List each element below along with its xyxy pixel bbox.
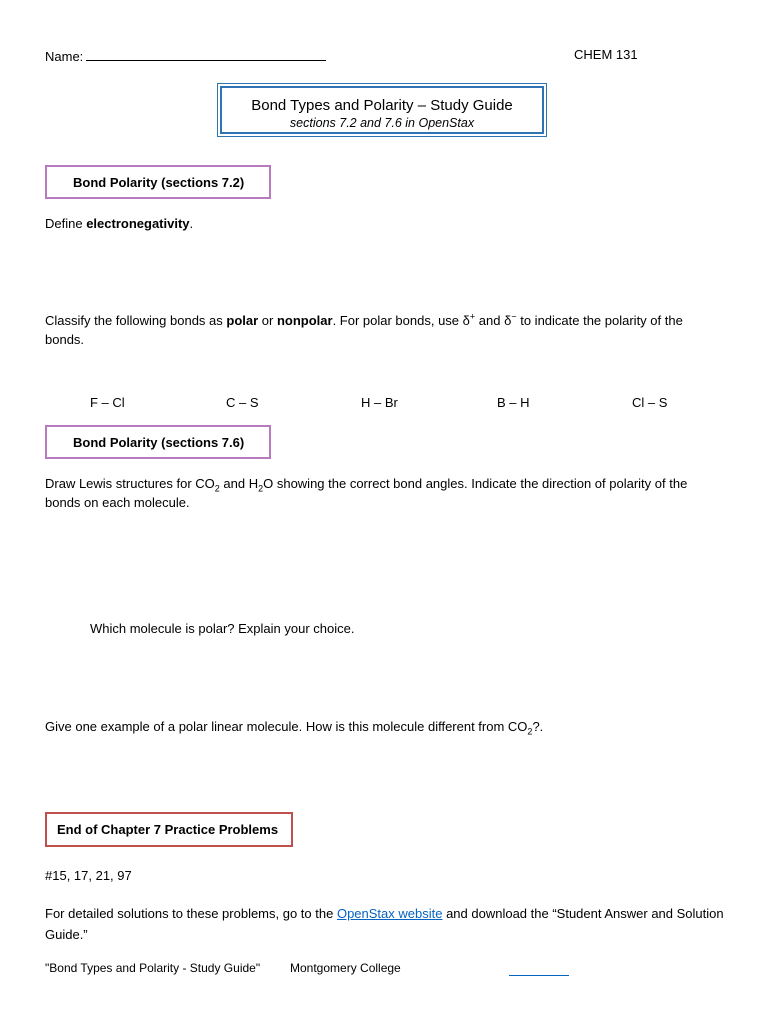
delta-plus: + (469, 311, 476, 322)
problem-list: #15, 17, 21, 97 (45, 868, 132, 883)
title-box (217, 83, 547, 137)
section-heading-label: Bond Polarity (sections 7.6) (73, 434, 245, 450)
bond-item: Cl – S (632, 395, 668, 410)
solutions-text-b: and download the “Student Answer and Solution Guide.” (45, 906, 724, 942)
section-heading-practice (45, 812, 293, 847)
classify-text-c: to indicate the polarity of the bonds. (45, 313, 683, 347)
delta-symbol: δ (504, 313, 512, 328)
openstax-link[interactable]: OpenStax website (336, 906, 443, 921)
classify-text-b: . For polar bonds, use (332, 313, 463, 328)
bond-item: F – Cl (90, 395, 125, 410)
title-inner-frame (220, 86, 544, 134)
define-term: electronegativity (86, 216, 190, 231)
section-heading-7-2 (45, 165, 271, 199)
section-heading-label: End of Chapter 7 Practice Problems (57, 822, 279, 837)
subscript-2: 2 (527, 726, 533, 737)
define-prefix: Define (45, 216, 87, 231)
delta-symbol: δ (462, 313, 470, 328)
delta-minus: − (511, 311, 517, 322)
solutions-paragraph (45, 903, 725, 945)
example-text-a: Give one example of a polar linear molecule. How is this molecule different from CO (45, 719, 528, 734)
name-blank-line (86, 47, 326, 61)
classify-and: and (475, 313, 505, 328)
lewis-text-b: and H (219, 476, 259, 491)
define-question (45, 214, 725, 233)
bond-item: H – Br (361, 395, 398, 410)
page-title: Bond Types and Polarity – Study Guide (251, 97, 513, 114)
lewis-question (45, 474, 725, 512)
classify-question (45, 311, 725, 349)
footer-link-underline (509, 963, 569, 976)
name-label: Name: (45, 49, 84, 64)
subscript-2: 2 (258, 483, 264, 494)
lewis-text-c: O showing the correct bond angles. Indicate the direction of polarity of the bonds on each molecule. (45, 476, 688, 510)
bond-item: C – S (226, 395, 259, 410)
solutions-text-a: For detailed solutions to these problems, go to the (45, 906, 337, 921)
subscript-2: 2 (214, 483, 220, 494)
footer-college: Montgomery College (290, 961, 401, 975)
classify-or: or (258, 313, 277, 328)
example-text-b: ?. (532, 719, 544, 734)
section-heading-7-6 (45, 425, 271, 459)
footer-doc-title: "Bond Types and Polarity - Study Guide" (45, 961, 261, 975)
linear-molecule-question (45, 717, 725, 736)
course-code: CHEM 131 (574, 47, 638, 62)
polar-molecule-question: Which molecule is polar? Explain your choice. (90, 621, 355, 636)
classify-polar: polar (226, 313, 259, 328)
bond-item: B – H (497, 395, 530, 410)
lewis-text-a: Draw Lewis structures for CO (45, 476, 215, 491)
page-subtitle: sections 7.2 and 7.6 in OpenStax (289, 116, 475, 130)
section-heading-label: Bond Polarity (sections 7.2) (73, 174, 245, 190)
name-row (45, 47, 326, 64)
classify-nonpolar: nonpolar (276, 313, 333, 328)
define-suffix: . (189, 216, 194, 231)
classify-text-a: Classify the following bonds as (45, 313, 227, 328)
